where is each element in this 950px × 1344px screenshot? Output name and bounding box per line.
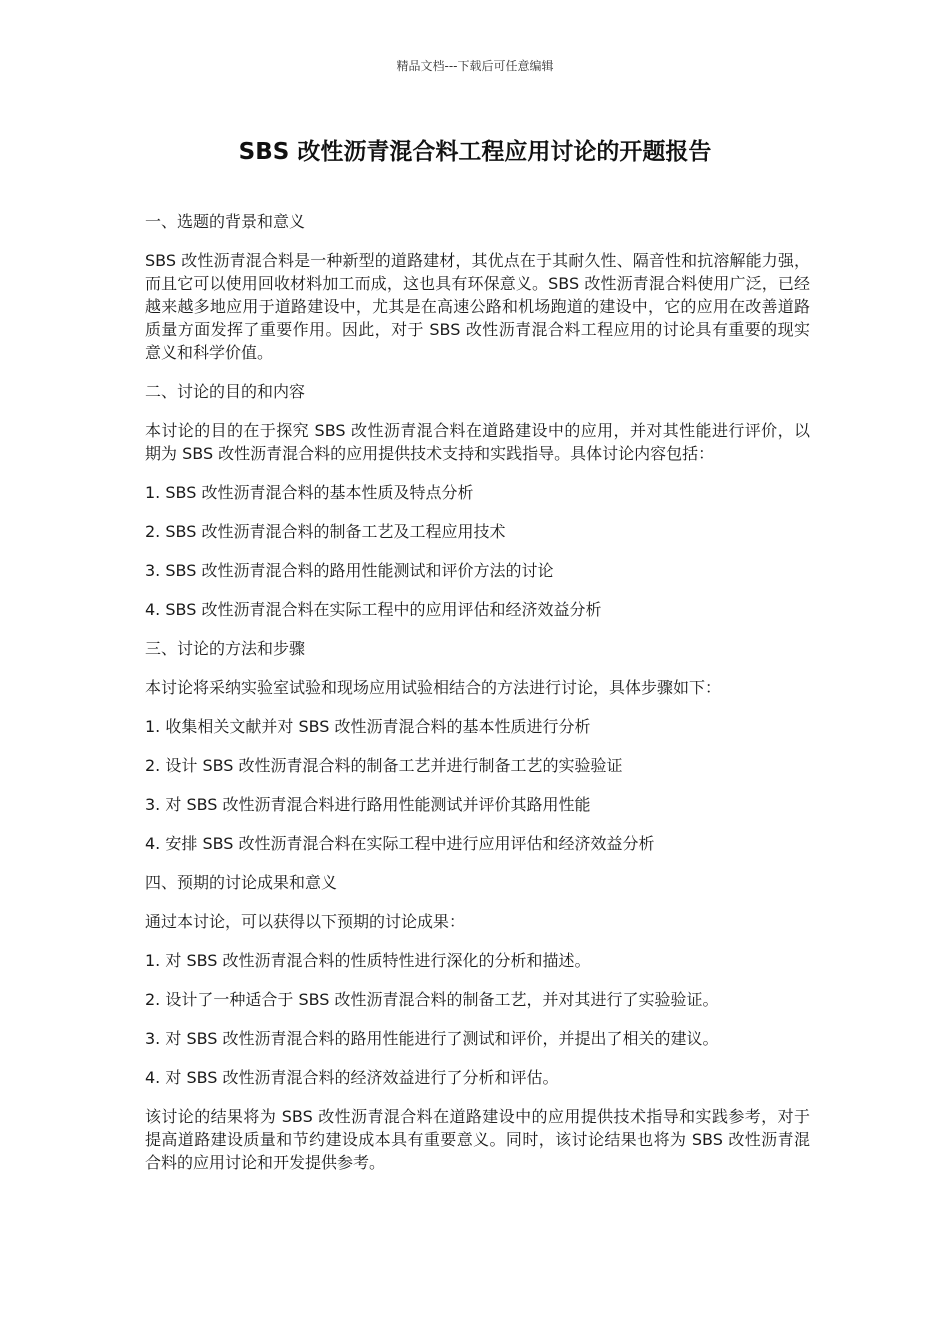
page-header: 精品文档---下载后可任意编辑 (396, 59, 554, 73)
list-item: 3. SBS 改性沥青混合料的路用性能测试和评价方法的讨论 (145, 561, 554, 580)
document-body (145, 210, 810, 1190)
paragraph: SBS 改性沥青混合料是一种新型的道路建材，其优点在于其耐久性、隔音性和抗溶解能力强，而且它可以使用回收材料加工而成，这也具有环保意义。SBS 改性沥青混合料使用广泛，已经越来越多地应用于道路建设中，尤其是在高速公路和机场跑道的建设中，它的应用在改善道路质量方面发挥了重要作用。因此，对于 SBS 改性沥青混合料工程应用的讨论具有重要的现实意义和科学价值。 (145, 251, 810, 362)
paragraph: 本讨论的目的在于探究 SBS 改性沥青混合料在道路建设中的应用，并对其性能进行评价，以期为 SBS 改性沥青混合料的应用提供技术支持和实践指导。具体讨论内容包括： (145, 421, 810, 463)
paragraph: 本讨论将采纳实验室试验和现场应用试验相结合的方法进行讨论，具体步骤如下： (145, 678, 722, 697)
section-heading: 二、讨论的目的和内容 (145, 382, 306, 401)
list-item: 1. 收集相关文献并对 SBS 改性沥青混合料的基本性质进行分析 (145, 717, 591, 736)
list-item: 2. 设计了一种适合于 SBS 改性沥青混合料的制备工艺，并对其进行了实验验证。 (145, 990, 719, 1009)
list-item: 1. SBS 改性沥青混合料的基本性质及特点分析 (145, 483, 474, 502)
list-item: 1. 对 SBS 改性沥青混合料的性质特性进行深化的分析和描述。 (145, 951, 591, 970)
list-item: 4. 对 SBS 改性沥青混合料的经济效益进行了分析和评估。 (145, 1068, 559, 1087)
paragraph: 该讨论的结果将为 SBS 改性沥青混合料在道路建设中的应用提供技术指导和实践参考，对于提高道路建设质量和节约建设成本具有重要意义。同时，该讨论结果也将为 SBS 改性沥青混合料的应用讨论和开发提供参考。 (145, 1107, 810, 1172)
list-item: 3. 对 SBS 改性沥青混合料进行路用性能测试并评价其路用性能 (145, 795, 591, 814)
paragraph: 通过本讨论，可以获得以下预期的讨论成果： (145, 912, 466, 931)
section-heading: 四、预期的讨论成果和意义 (145, 873, 338, 892)
list-item: 4. SBS 改性沥青混合料在实际工程中的应用评估和经济效益分析 (145, 600, 602, 619)
section-heading: 一、选题的背景和意义 (145, 212, 306, 231)
section-heading: 三、讨论的方法和步骤 (145, 639, 306, 658)
list-item: 2. SBS 改性沥青混合料的制备工艺及工程应用技术 (145, 522, 506, 541)
list-item: 3. 对 SBS 改性沥青混合料的路用性能进行了测试和评价，并提出了相关的建议。 (145, 1029, 719, 1048)
list-item: 4. 安排 SBS 改性沥青混合料在实际工程中进行应用评估和经济效益分析 (145, 834, 655, 853)
document-title: SBS 改性沥青混合料工程应用讨论的开题报告 (238, 139, 712, 165)
list-item: 2. 设计 SBS 改性沥青混合料的制备工艺并进行制备工艺的实验验证 (145, 756, 623, 775)
